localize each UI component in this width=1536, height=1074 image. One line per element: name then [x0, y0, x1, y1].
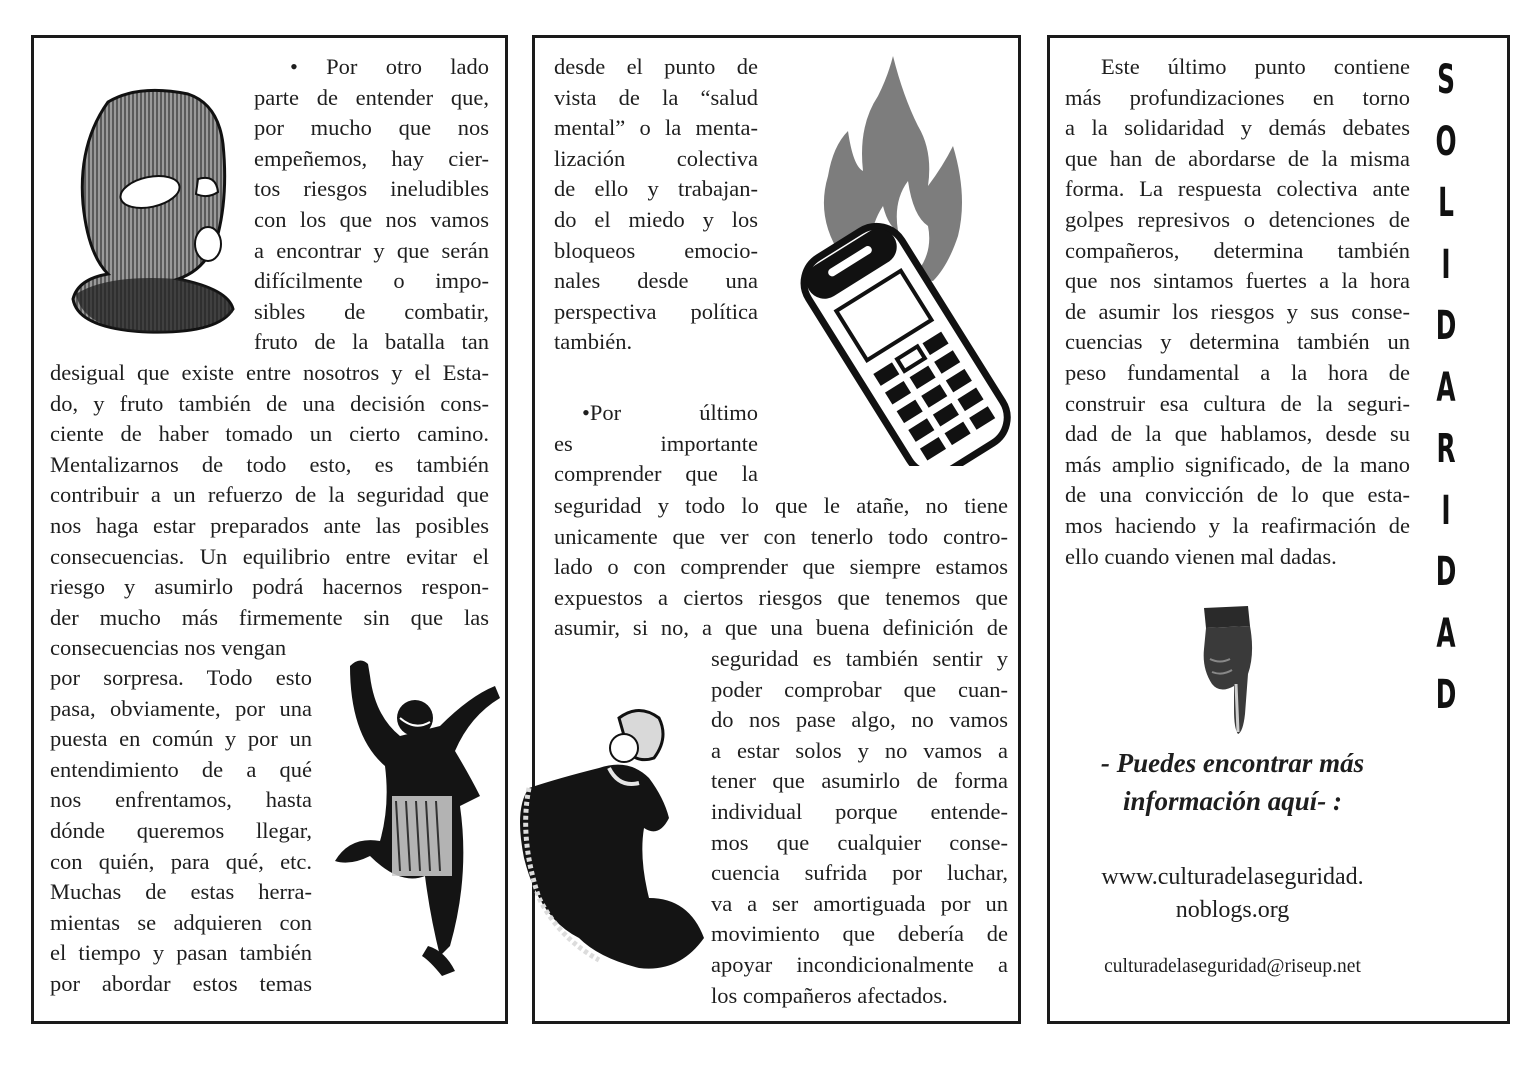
title-letter: I: [1441, 241, 1451, 288]
text-line: compañeros, determina también: [1065, 237, 1410, 263]
text-line: cuencias y determina también un: [1065, 329, 1410, 355]
text-line: nales desde una: [554, 268, 758, 294]
text-line: mientas se adquieren con: [50, 909, 312, 935]
text-line: empeñemos, hay cier-: [254, 145, 489, 171]
vertical-title-solidaridad: [1422, 50, 1470, 727]
text-line: peso fundamental a la hora de: [1065, 359, 1410, 385]
text-block-security-definition: [554, 491, 1008, 644]
text-line: ciente de haber tomado un cierto camino.: [50, 421, 489, 447]
more-info-line-2: información aquí- :: [1122, 786, 1343, 816]
text-line: • Por otro lado: [290, 54, 489, 79]
text-line: seguridad es también sentir y: [711, 646, 1008, 671]
dancing-man-illustration: [330, 656, 510, 991]
text-line: a encontrar y que serán: [254, 237, 489, 263]
text-block-intro: [254, 52, 489, 358]
text-line: der mucho más firmemente sin que las: [50, 604, 489, 630]
title-letter: A: [1436, 610, 1456, 657]
title-letter: S: [1437, 57, 1455, 103]
dancing-woman-illustration: [499, 698, 709, 998]
text-line: ello cuando vienen mal dadas.: [1065, 543, 1337, 569]
text-line: por mucho que nos: [254, 115, 489, 141]
balaclava-illustration: [68, 84, 238, 334]
text-line: lización colectiva: [554, 145, 758, 171]
title-letter: O: [1435, 118, 1457, 165]
text-line: consecuencias. Un equilibrio entre evitar el: [50, 543, 489, 569]
title-letter: D: [1435, 303, 1457, 349]
title-letter: L: [1438, 180, 1454, 226]
panel-left: [31, 35, 508, 1024]
text-line: do, y fruto también de una decisión cons-: [50, 390, 489, 416]
title-letter: A: [1436, 364, 1456, 411]
text-line: individual porque entende-: [711, 798, 1008, 824]
text-line: mos haciendo y la reafirmación de: [1065, 512, 1410, 538]
text-line: sibles de combatir,: [254, 298, 489, 324]
more-info-heading: [1060, 744, 1405, 820]
text-line: Mentalizarnos de todo esto, es también: [50, 451, 489, 477]
text-line: perspectiva política: [554, 298, 758, 324]
website-line-1[interactable]: www.culturadelaseguridad.: [1101, 864, 1364, 890]
text-line: Este último punto contiene: [1101, 54, 1410, 79]
pointing-hand-illustration: [1200, 604, 1260, 736]
text-line: dad de la que hablamos, desde su: [1065, 421, 1410, 447]
text-line: riesgo y asumirlo podrá hacernos respon-: [50, 574, 489, 600]
text-line: por abordar estos temas: [50, 970, 312, 996]
text-line: cuencia sufrida por luchar,: [711, 860, 1008, 886]
burning-phone-illustration: [793, 56, 1013, 466]
text-line: golpes represivos o detenciones de: [1065, 206, 1410, 232]
website-link[interactable]: [1060, 861, 1405, 927]
text-line: apoyar incondicionalmente a: [711, 951, 1008, 977]
text-line: seguridad y todo lo que le atañe, no tiene: [554, 493, 1008, 518]
title-letter: R: [1436, 426, 1456, 472]
text-line: desde el punto de: [554, 54, 758, 79]
text-block-closing: [50, 663, 312, 1000]
text-line: difícilmente o impo-: [254, 268, 489, 294]
text-line: nos haga estar preparados ante las posibles: [50, 512, 489, 538]
text-line: por sorpresa. Todo esto: [50, 665, 312, 690]
text-block-solidarity: [1065, 52, 1410, 572]
text-block-mental-health: [554, 52, 758, 358]
text-line: de ello y trabajan-: [554, 176, 758, 202]
text-line: do el miedo y los: [554, 206, 758, 232]
text-line: el tiempo y pasan también: [50, 940, 312, 966]
text-line: dónde queremos llegar,: [50, 817, 312, 843]
text-line: construir esa cultura de la seguri-: [1065, 390, 1410, 416]
text-line: a estar solos y no vamos a: [711, 737, 1008, 763]
text-block-body: [50, 358, 489, 664]
text-line: consecuencias nos vengan: [50, 635, 287, 661]
text-line: forma. La respuesta colectiva ante: [1065, 176, 1410, 202]
text-line: tener que asumirlo de forma: [711, 768, 1008, 794]
text-line: poder comprobar que cuan-: [711, 676, 1008, 702]
email-link[interactable]: culturadelaseguridad@riseup.net: [1104, 956, 1361, 977]
text-line: vista de la “salud: [554, 84, 758, 110]
text-line: •Por último: [582, 400, 758, 425]
text-line: parte de entender que,: [254, 84, 489, 110]
title-letter: D: [1435, 549, 1457, 595]
text-line: contribuir a un refuerzo de la seguridad que: [50, 482, 489, 508]
text-line: los compañeros afectados.: [711, 982, 948, 1008]
text-line: va a ser amortiguada por un: [711, 890, 1008, 916]
text-line: pasa, obviamente, por una: [50, 695, 312, 721]
website-line-2[interactable]: noblogs.org: [1175, 897, 1290, 923]
text-line: expuestos a ciertos riesgos que tenemos que: [554, 584, 1008, 610]
text-line: Muchas de estas herra-: [50, 879, 312, 905]
text-line: lado o con comprender que siempre estamos: [554, 554, 1008, 580]
text-line: fruto de la batalla tan: [254, 329, 489, 355]
text-line: entendimiento de a qué: [50, 756, 312, 782]
text-line: más amplio significado, de la mano: [1065, 451, 1410, 477]
text-line: puesta en común y por un: [50, 726, 312, 752]
more-info-line-1: - Puedes encontrar más: [1100, 748, 1365, 778]
text-line: bloqueos emocio-: [554, 237, 758, 263]
text-line: mental” o la menta-: [554, 115, 758, 141]
text-line: comprender que la: [554, 461, 758, 487]
text-block-last-point: [554, 398, 758, 490]
text-line: mos que cualquier conse-: [711, 829, 1008, 855]
text-line: tos riesgos ineludibles: [254, 176, 489, 202]
title-letter: D: [1435, 672, 1457, 718]
text-line: a la solidaridad y demás debates: [1065, 115, 1410, 141]
text-line: que nos sintamos fuertes a la hora: [1065, 268, 1410, 294]
text-line: con quién, para qué, etc.: [50, 848, 312, 874]
text-line: también.: [554, 329, 633, 355]
text-line: unicamente que ver con tenerlo todo contro-: [554, 523, 1008, 549]
text-line: movimiento que debería de: [711, 921, 1008, 947]
text-line: con los que nos vamos: [254, 206, 489, 232]
text-line: más profundizaciones en torno: [1065, 84, 1410, 110]
text-line: de asumir los riesgos y sus conse-: [1065, 298, 1410, 324]
text-line: de una convicción de lo que esta-: [1065, 482, 1410, 508]
text-line: que han de abordarse de la misma: [1065, 145, 1410, 171]
panel-middle: [532, 35, 1021, 1024]
text-line: nos enfrentamos, hasta: [50, 787, 312, 813]
text-line: do nos pase algo, no vamos: [711, 707, 1008, 733]
text-line: es importante: [554, 430, 758, 456]
text-block-not-alone: [711, 644, 1008, 1011]
text-line: asumir, si no, a que una buena definición de: [554, 615, 1008, 641]
title-letter: I: [1441, 487, 1451, 534]
text-line: desigual que existe entre nosotros y el Esta-: [50, 360, 489, 385]
